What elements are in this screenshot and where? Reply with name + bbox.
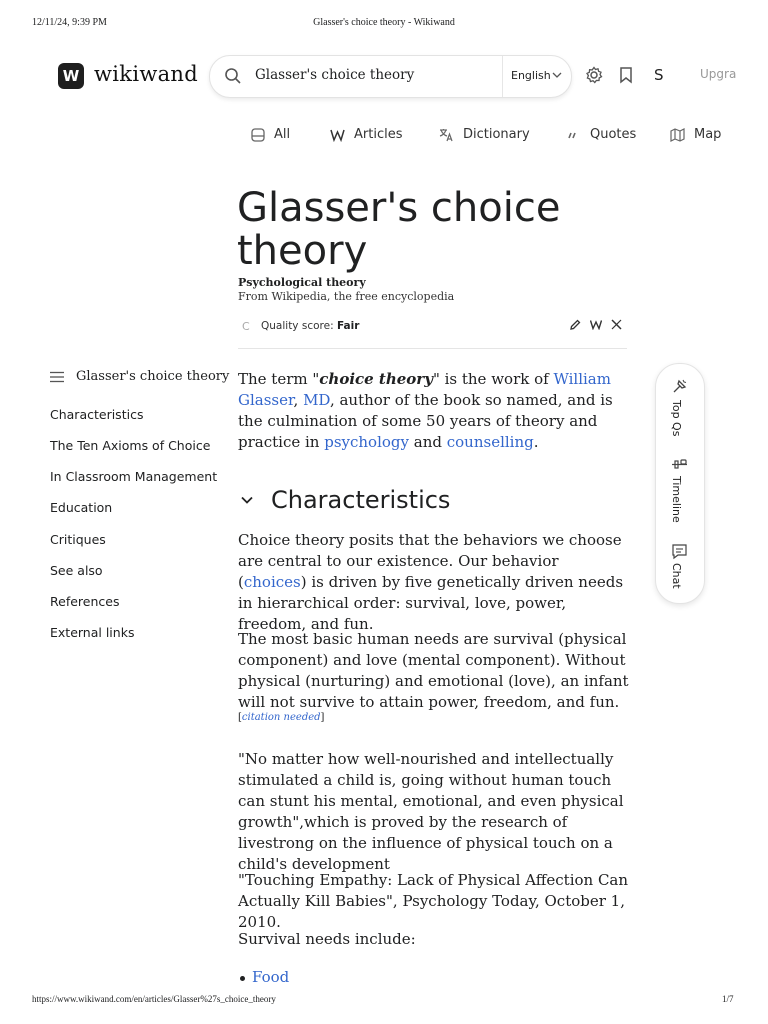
toc-item-classroom-management[interactable]: In Classroom Management	[50, 469, 218, 484]
tab-label: Articles	[354, 127, 403, 142]
tab-label: Dictionary	[463, 127, 530, 142]
language-select[interactable]: English	[511, 69, 551, 82]
x-share-icon[interactable]	[611, 319, 622, 330]
quality-score[interactable]	[261, 320, 359, 332]
gear-icon[interactable]	[585, 66, 603, 84]
side-item-top-qs[interactable]: Top Qs	[670, 400, 683, 437]
link-md[interactable]: MD	[303, 391, 330, 409]
section-heading-text: Characteristics	[271, 486, 451, 514]
list-item	[240, 968, 289, 986]
tab-quotes[interactable]	[567, 127, 636, 142]
toc-title: Glasser's choice theory	[76, 369, 230, 384]
upgrade-button[interactable]: Upgra	[700, 67, 737, 81]
toc-item-characteristics[interactable]: Characteristics	[50, 407, 144, 422]
text: The term "	[238, 370, 320, 388]
toc-item-references[interactable]: References	[50, 594, 120, 609]
print-page-number: 1/7	[722, 994, 734, 1004]
text: ,	[293, 391, 304, 409]
link-choices[interactable]: choices	[243, 573, 301, 591]
term-bold: choice theory	[319, 370, 433, 388]
search-divider	[502, 56, 503, 97]
wikipedia-w-icon[interactable]	[590, 319, 602, 330]
paragraph: Survival needs include:	[238, 930, 416, 948]
edit-icon[interactable]	[570, 319, 581, 330]
paragraph	[238, 530, 630, 635]
quote-icon	[567, 128, 581, 142]
side-item-chat[interactable]: Chat	[670, 563, 683, 589]
quality-label: Quality score:	[261, 320, 334, 332]
tab-all[interactable]	[251, 127, 290, 142]
page-source: From Wikipedia, the free encyclopedia	[238, 290, 455, 303]
side-item-timeline[interactable]: Timeline	[670, 476, 683, 523]
paragraph: "No matter how well-nourished and intellectually stimulated a child is, going without human touch can stunt his mental, emotional, and even physical growth",which is proved by the research of livestrong on the influence of physical touch on a child's development	[238, 750, 624, 873]
intro-paragraph	[238, 369, 630, 453]
section-heading-characteristics[interactable]	[241, 486, 450, 514]
search-icon	[224, 67, 242, 85]
toc-item-ten-axioms[interactable]: The Ten Axioms of Choice	[50, 438, 211, 453]
text: .	[533, 433, 539, 451]
print-date: 12/11/24, 9:39 PM	[32, 17, 107, 28]
paragraph: "Touching Empathy: Lack of Physical Affection Can Actually Kill Babies", Psychology Today, October 1, 2010.	[238, 871, 629, 931]
article-actions	[570, 319, 622, 330]
user-avatar[interactable]: S	[654, 66, 664, 84]
map-icon	[670, 128, 685, 142]
bookmark-icon[interactable]	[617, 66, 635, 84]
toc-item-education[interactable]: Education	[50, 500, 113, 515]
logo-letter: W	[62, 67, 80, 85]
citation-link[interactable]: citation needed	[241, 712, 321, 723]
print-title: Glasser's choice theory - Wikiwand	[313, 17, 455, 28]
text: Choice theory posits that the behaviors we choose are central to our existence. Our behavior (	[238, 531, 622, 591]
tab-label: Map	[694, 127, 722, 142]
chevron-down-icon[interactable]	[552, 70, 562, 80]
text: ) is driven by five genetically driven needs in hierarchical order: survival, love, power, freedom, and fun.	[238, 573, 624, 633]
menu-icon	[50, 371, 64, 383]
tab-map[interactable]	[670, 127, 721, 142]
link-food[interactable]: Food	[252, 968, 290, 986]
page-subtitle: Psychological theory	[238, 276, 366, 289]
citation-needed[interactable]: [citation needed]	[238, 712, 325, 723]
tab-label: Quotes	[590, 127, 637, 142]
title-divider	[238, 348, 627, 349]
top-questions-icon[interactable]	[671, 378, 688, 395]
toc-header[interactable]	[50, 369, 229, 384]
quality-value: Fair	[336, 320, 360, 332]
text: " is the work of	[432, 370, 554, 388]
search-input[interactable]: Glasser's choice theory	[255, 67, 415, 83]
toc-item-external-links[interactable]: External links	[50, 625, 135, 640]
link-psychology[interactable]: psychology	[324, 433, 409, 451]
chat-icon[interactable]	[671, 543, 688, 560]
search-box[interactable]	[209, 55, 572, 98]
toc-item-critiques[interactable]: Critiques	[50, 532, 106, 547]
toc-item-see-also[interactable]: See also	[50, 563, 103, 578]
page-title: Glasser's choice theory	[237, 185, 561, 274]
side-panel	[655, 363, 705, 604]
timeline-icon[interactable]	[671, 456, 688, 473]
link-counselling[interactable]: counselling	[446, 433, 534, 451]
print-url: https://www.wikiwand.com/en/articles/Glasser%27s_choice_theory	[32, 994, 276, 1004]
bullet-dot	[240, 976, 245, 981]
brand-name[interactable]: wikiwand	[94, 62, 198, 86]
translate-icon	[439, 128, 454, 142]
tab-articles[interactable]	[330, 127, 402, 142]
text: , author of the book so named, and is the culmination of some 50 years of theory and practice in	[238, 391, 613, 451]
paragraph: The most basic human needs are survival (physical component) and love (mental component). Without physical (nurturing) and emotional (love), an infant will not survive to attain power, freedom, and fun.	[238, 630, 629, 711]
all-icon	[251, 128, 265, 142]
tab-label: All	[274, 127, 291, 142]
quality-grade-badge: C	[242, 320, 250, 333]
chevron-down-icon	[241, 496, 253, 504]
link-william-glasser[interactable]: William Glasser	[238, 370, 611, 409]
wikiwand-logo-icon[interactable]	[58, 63, 84, 89]
text: and	[409, 433, 447, 451]
wikipedia-w-icon	[330, 128, 345, 142]
tab-dictionary[interactable]	[439, 127, 530, 142]
